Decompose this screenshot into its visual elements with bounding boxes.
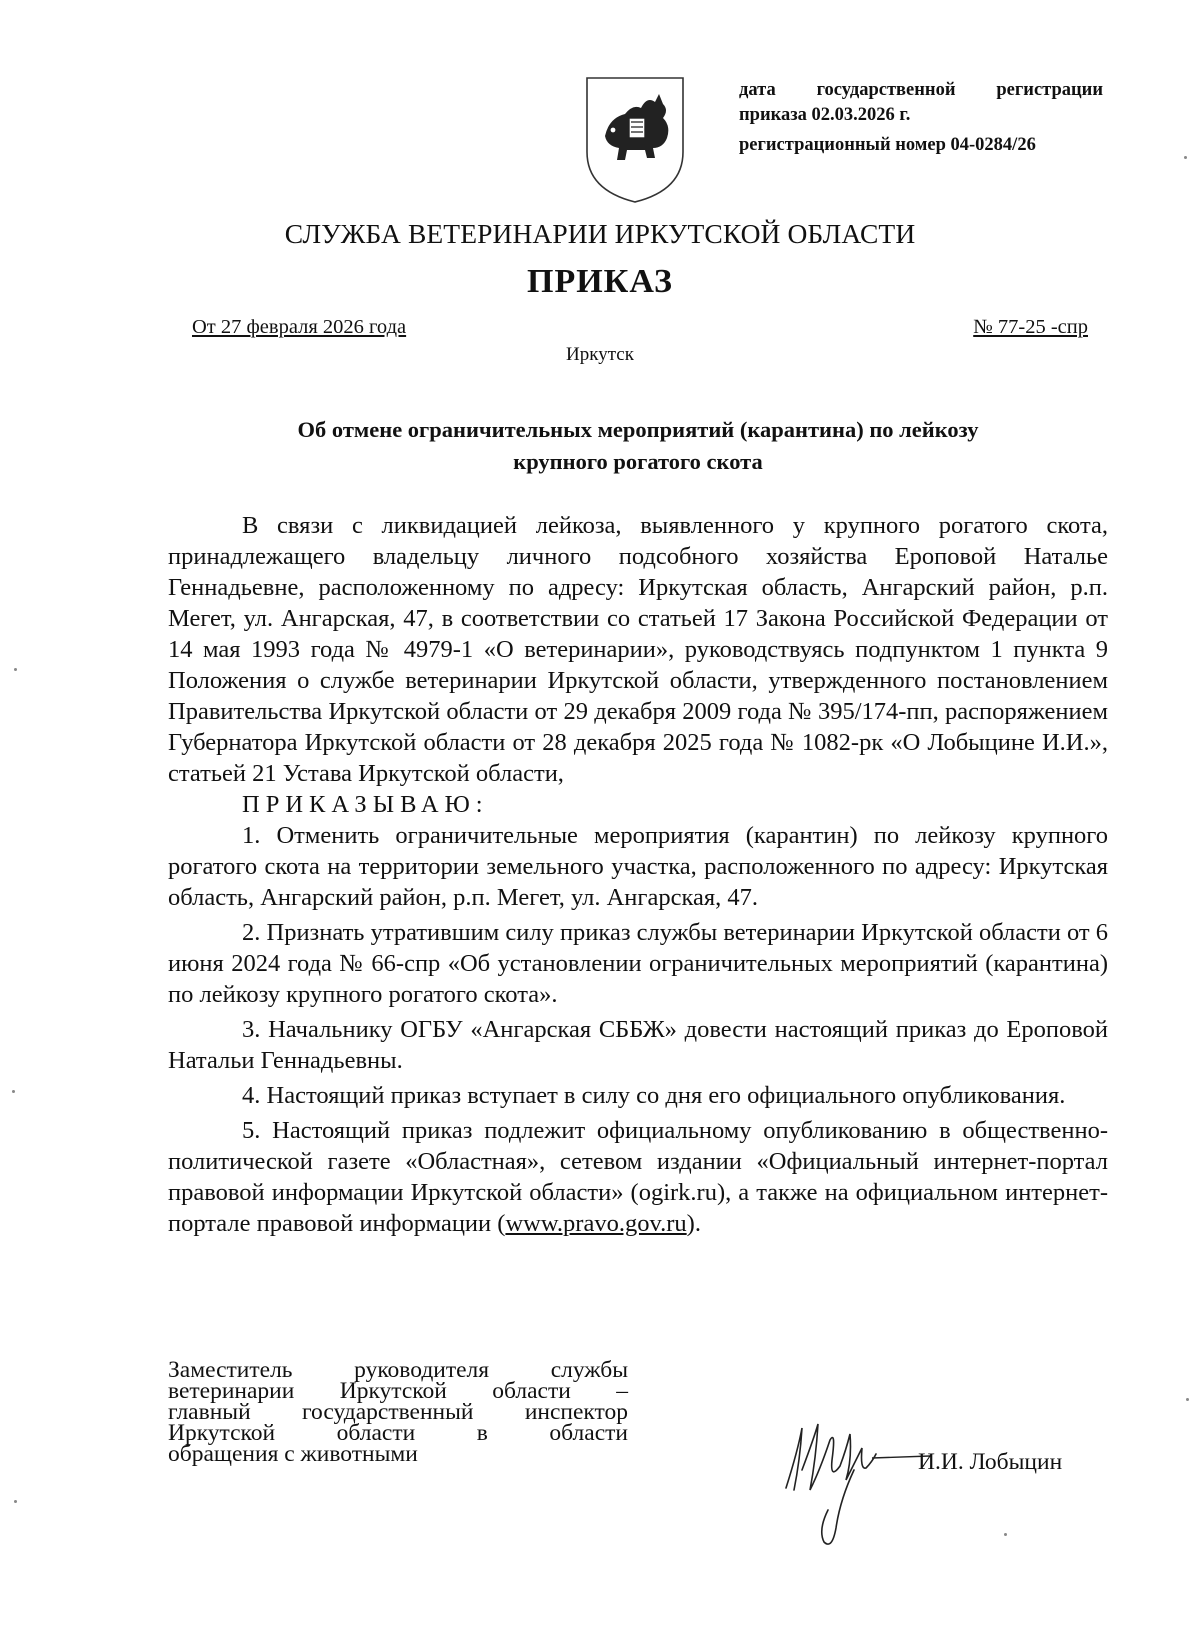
position-line-5: обращения с животными — [168, 1441, 418, 1467]
position-line-3: главный государственный инспектор — [168, 1399, 628, 1425]
registration-number: регистрационный номер 04-0284/26 — [739, 135, 1036, 155]
document-title — [168, 414, 1108, 478]
order-item-5-text: 5. Настоящий приказ подлежит официальному опубликованию в общественно-политической газете «Областная», сетевом издании «Официальный интернет-портал правовой информации Иркутской области» (ogirk.ru), а также на официальном интернет-портале правовой информации ( — [168, 1117, 1108, 1237]
preamble-paragraph: В связи с ликвидацией лейкоза, выявленного у крупного рогатого скота, принадлежащего владельцу личного подсобного хозяйства Ероповой Наталье Геннадьевне, расположенному по адресу: Иркутская область, Ангарский район, р.п. Мегет, ул. Ангарская, 47, в соответствии со статьей 17 Закона Российской Федерации от 14 мая 1993 года № 4979-1 «О ветеринарии», руководствуясь подпунктом 1 пункта 9 Положения о службе ветеринарии Иркутской области, утвержденного постановлением Правительства Иркутской области от 29 декабря 2009 года № 395/174-пп, распоряжением Губернатора Иркутской области от 28 декабря 2025 года № 1082-рк «О Лобыцине И.И.», статьей 21 Устава Иркутской области, — [168, 512, 1108, 787]
coat-of-arms-icon — [583, 74, 687, 206]
organization-name: СЛУЖБА ВЕТЕРИНАРИИ ИРКУТСКОЙ ОБЛАСТИ — [284, 218, 916, 249]
signatory-name: И.И. Лобыцин — [918, 1449, 1063, 1475]
title-line-2: крупного рогатого скота — [513, 449, 763, 474]
registration-stamp — [739, 78, 1103, 158]
order-item-5-end: ). — [686, 1210, 701, 1237]
document-city: Иркутск — [566, 344, 634, 365]
scan-speck — [1004, 1533, 1007, 1536]
order-item-2: 2. Признать утратившим силу приказ службы ветеринарии Иркутской области от 6 июня 2024 года № 66-спр «Об установлении ограничительных мероприятий (карантина) по лейкозу крупного рогатого скота». — [168, 919, 1108, 1008]
document-date: От 27 февраля 2026 года — [192, 316, 407, 338]
title-line-1: Об отмене ограничительных мероприятий (карантина) по лейкозу — [297, 417, 979, 442]
scan-speck — [14, 1500, 17, 1503]
order-item-5 — [168, 1115, 1108, 1239]
scan-speck — [14, 668, 17, 671]
registration-line-2: приказа 02.03.2026 г. — [739, 105, 911, 125]
position-line-4: Иркутской области в области — [168, 1420, 628, 1446]
scan-speck — [1184, 156, 1187, 159]
document-type: ПРИКАЗ — [527, 263, 673, 300]
document-body — [168, 510, 1108, 1239]
document-number: № 77-25 -спр — [973, 316, 1088, 338]
position-line-2: ветеринарии Иркутской области – — [168, 1378, 628, 1404]
order-item-3: 3. Начальнику ОГБУ «Ангарская СББЖ» довести настоящий приказ до Ероповой Натальи Геннадьевны. — [168, 1016, 1108, 1074]
order-item-4: 4. Настоящий приказ вступает в силу со дня его официального опубликования. — [242, 1082, 1066, 1109]
pravo-gov-link[interactable]: www.pravo.gov.ru — [505, 1210, 687, 1237]
handwritten-signature — [780, 1410, 960, 1560]
order-word: ПРИКАЗЫВАЮ: — [242, 791, 489, 818]
order-item-1: 1. Отменить ограничительные мероприятия (карантин) по лейкозу крупного рогатого скота на территории земельного участка, расположенного по адресу: Иркутская область, Ангарский район, р.п. Мегет, ул. Ангарская, 47. — [168, 822, 1108, 911]
scan-speck — [12, 1090, 15, 1093]
signatory-position — [168, 1357, 628, 1467]
registration-line-1: дата государственной регистрации — [739, 80, 1103, 100]
position-line-1: Заместитель руководителя службы — [168, 1357, 628, 1383]
scan-speck — [1186, 1398, 1189, 1401]
